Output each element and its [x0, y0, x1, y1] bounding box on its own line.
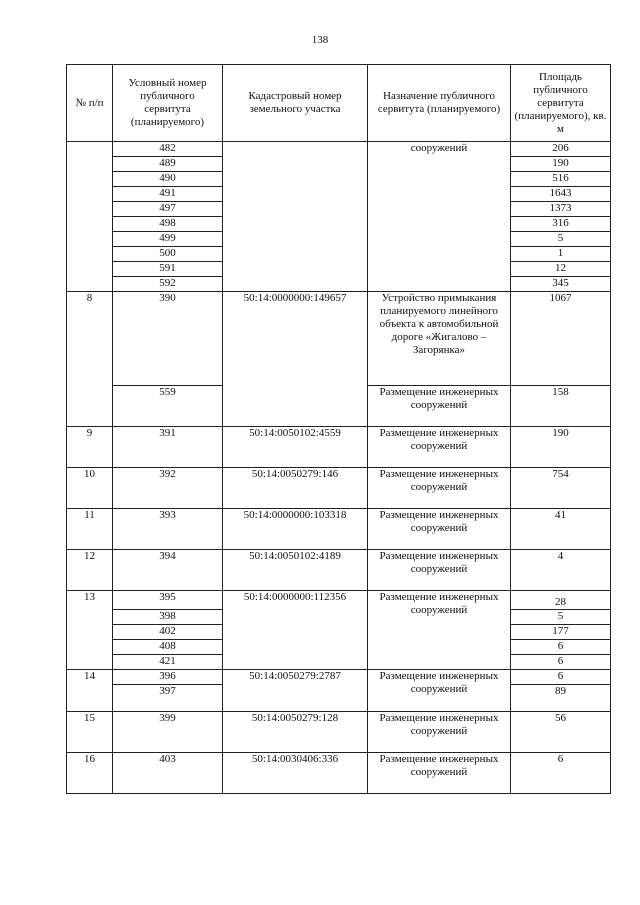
cell-purpose: сооружений	[368, 142, 511, 292]
cell-conditional: 396	[113, 670, 223, 685]
cell-purpose: Размещение инженерных сооружений	[368, 509, 511, 550]
table-row	[67, 427, 611, 468]
cell-conditional: 392	[113, 468, 223, 509]
cell-cadastral: 50:14:0050102:4559	[223, 427, 368, 468]
table-row	[67, 591, 611, 610]
table-row	[67, 142, 611, 157]
cell-num	[67, 142, 113, 292]
cell-conditional: 395	[113, 591, 223, 610]
cell-conditional: 559	[113, 386, 223, 427]
cell-conditional: 403	[113, 753, 223, 794]
cell-conditional: 497	[113, 202, 223, 217]
cell-conditional: 398	[113, 610, 223, 625]
cell-purpose: Размещение инженерных сооружений	[368, 550, 511, 591]
cell-num: 8	[67, 292, 113, 427]
header-purpose: Назначение публичного сервитута (планируемого)	[368, 65, 511, 142]
cell-area: 6	[511, 655, 611, 670]
cell-area: 4	[511, 550, 611, 591]
table-row	[67, 292, 611, 386]
cell-area: 6	[511, 640, 611, 655]
cell-area: 5	[511, 610, 611, 625]
cell-area: 190	[511, 427, 611, 468]
cell-area: 206	[511, 142, 611, 157]
page-number: 138	[311, 34, 329, 46]
cell-conditional: 482	[113, 142, 223, 157]
cell-num: 12	[67, 550, 113, 591]
table-header-row	[67, 65, 611, 142]
cell-conditional: 592	[113, 277, 223, 292]
cell-cadastral: 50:14:0050279:146	[223, 468, 368, 509]
cell-conditional: 490	[113, 172, 223, 187]
cell-conditional: 402	[113, 625, 223, 640]
cell-cadastral: 50:14:0000000:112356	[223, 591, 368, 670]
cell-area: 316	[511, 217, 611, 232]
cell-area: 56	[511, 712, 611, 753]
cell-area: 754	[511, 468, 611, 509]
cell-conditional: 499	[113, 232, 223, 247]
cell-conditional: 489	[113, 157, 223, 172]
cell-cadastral: 50:14:0000000:149657	[223, 292, 368, 427]
cell-cadastral: 50:14:0050102:4189	[223, 550, 368, 591]
table-row	[67, 550, 611, 591]
cell-purpose: Размещение инженерных сооружений	[368, 468, 511, 509]
cell-area: 516	[511, 172, 611, 187]
cell-num: 14	[67, 670, 113, 712]
cell-conditional: 390	[113, 292, 223, 386]
header-conditional-number: Условный номер публичного сервитута (планируемого)	[113, 65, 223, 142]
cell-conditional: 393	[113, 509, 223, 550]
cell-conditional: 397	[113, 685, 223, 712]
cell-conditional: 408	[113, 640, 223, 655]
cell-area: 190	[511, 157, 611, 172]
cell-conditional: 394	[113, 550, 223, 591]
cell-area: 28	[511, 591, 611, 610]
cell-num: 9	[67, 427, 113, 468]
cell-area: 1373	[511, 202, 611, 217]
cell-cadastral: 50:14:0030406:336	[223, 753, 368, 794]
cell-area: 6	[511, 753, 611, 794]
cell-conditional: 591	[113, 262, 223, 277]
cell-area: 41	[511, 509, 611, 550]
table-row	[67, 712, 611, 753]
cell-area: 89	[511, 685, 611, 712]
table-row	[67, 509, 611, 550]
cell-conditional: 421	[113, 655, 223, 670]
cell-purpose: Размещение инженерных сооружений	[368, 427, 511, 468]
cell-purpose: Размещение инженерных сооружений	[368, 591, 511, 670]
cell-area: 345	[511, 277, 611, 292]
table-row	[67, 670, 611, 685]
cell-area: 1643	[511, 187, 611, 202]
cell-area: 177	[511, 625, 611, 640]
cell-num: 16	[67, 753, 113, 794]
header-num: № п/п	[67, 65, 113, 142]
cell-conditional: 500	[113, 247, 223, 262]
cell-area: 158	[511, 386, 611, 427]
table-row	[67, 468, 611, 509]
cell-purpose: Размещение инженерных сооружений	[368, 753, 511, 794]
table-row	[67, 753, 611, 794]
cell-cadastral: 50:14:0050279:128	[223, 712, 368, 753]
cell-purpose: Размещение инженерных сооружений	[368, 712, 511, 753]
cell-area: 6	[511, 670, 611, 685]
cell-area: 1	[511, 247, 611, 262]
header-area: Площадь публичного сервитута (планируемого), кв. м	[511, 65, 611, 142]
servitude-table	[66, 64, 611, 794]
cell-cadastral: 50:14:0000000:103318	[223, 509, 368, 550]
cell-conditional: 498	[113, 217, 223, 232]
cell-area: 5	[511, 232, 611, 247]
cell-conditional: 491	[113, 187, 223, 202]
cell-area: 12	[511, 262, 611, 277]
cell-num: 11	[67, 509, 113, 550]
cell-num: 10	[67, 468, 113, 509]
cell-cadastral: 50:14:0050279:2787	[223, 670, 368, 712]
cell-area: 1067	[511, 292, 611, 386]
cell-num: 15	[67, 712, 113, 753]
header-cadastral-number: Кадастровый номер земельного участка	[223, 65, 368, 142]
cell-purpose: Устройство примыкания планируемого линейного объекта к автомобильной дороге «Жигалово – Загорянка»	[368, 292, 511, 386]
cell-conditional: 391	[113, 427, 223, 468]
cell-num: 13	[67, 591, 113, 670]
cell-purpose: Размещение инженерных сооружений	[368, 386, 511, 427]
cell-conditional: 399	[113, 712, 223, 753]
cell-purpose: Размещение инженерных сооружений	[368, 670, 511, 712]
cell-cadastral	[223, 142, 368, 292]
